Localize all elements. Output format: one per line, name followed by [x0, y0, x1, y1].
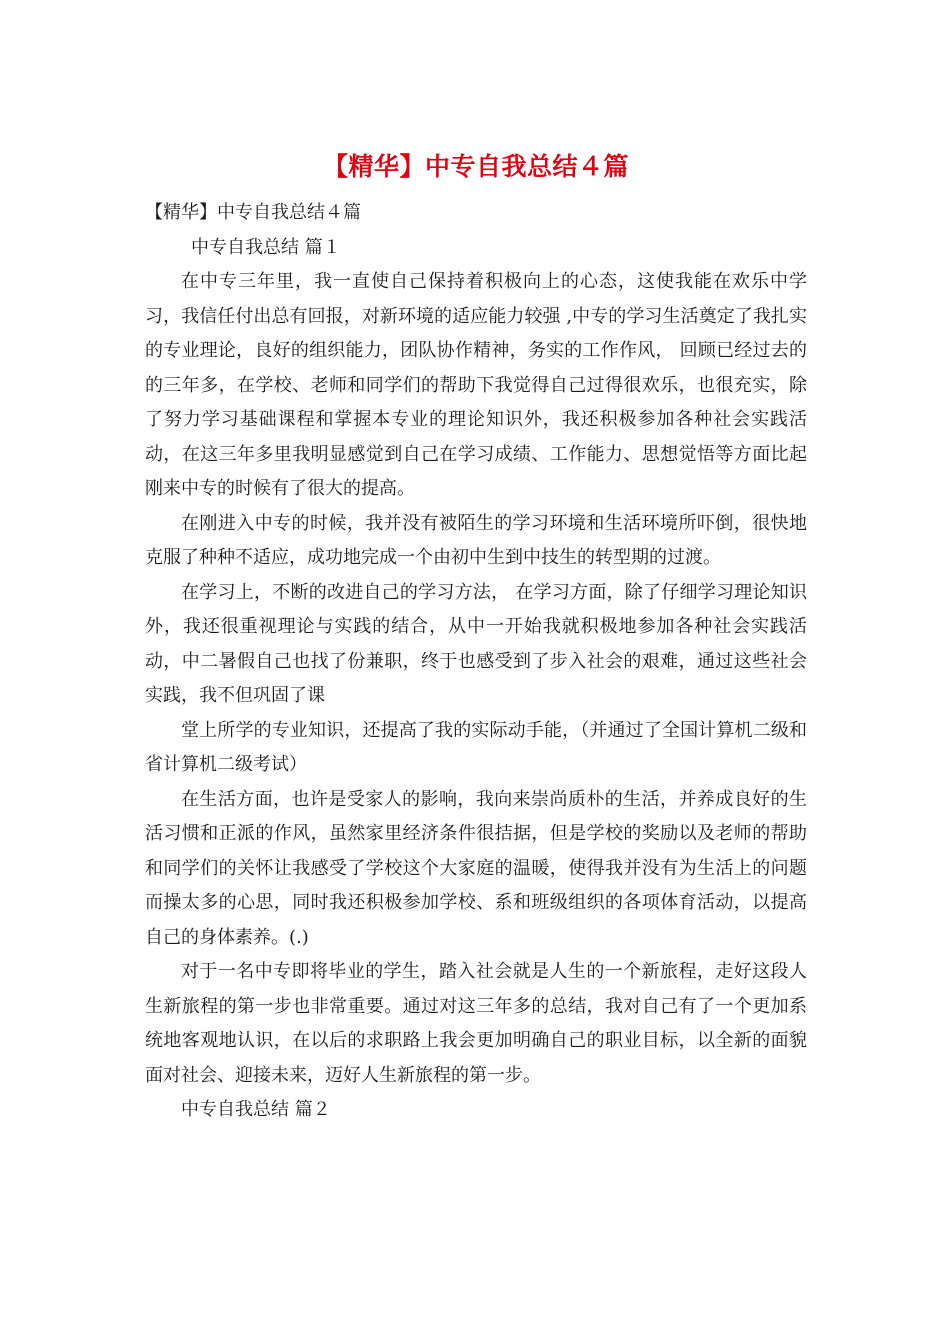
document-title: 【精华】中专自我总结４篇	[322, 152, 629, 181]
section-heading-2: 中专自我总结 篇２	[181, 1099, 331, 1120]
document-subtitle: 【精华】中专自我总结４篇	[145, 202, 361, 223]
paragraph-5: 在生活方面，也许是受家人的影响，我向来崇尚质朴的生活，并养成良好的生活习惯和正派的作风，虽然家里经济条件很拮据，但是学校的奖励以及老师的帮助和同学们的关怀让我感受了学校这个大家庭的温暖，使得我并没有为生活上的问题而操太多的心思，同时我还积极参加学校、系和班级组织的各项体育活动，以提高自己的身体素养。(.)	[145, 788, 807, 948]
paragraph-6: 对于一名中专即将毕业的学生，踏入社会就是人生的一个新旅程，走好这段人生新旅程的第一步也非常重要。通过对这三年多的总结，我对自己有了一个更加系统地客观地认识，在以后的求职路上我会更加明确自己的职业目标，以全新的面貌面对社会、迎接未来，迈好人生新旅程的第一步。	[145, 961, 807, 1086]
paragraph-3: 在学习上，不断的改进自己的学习方法， 在学习方面，除了仔细学习理论知识外，我还很重视理论与实践的结合，从中一开始我就积极地参加各种社会实践活动，中二暑假自己也找了份兼职，终于也感受到了步入社会的艰难，通过这些社会实践，我不但巩固了课	[145, 581, 807, 706]
section-heading-1: 中专自我总结 篇１	[191, 236, 341, 258]
paragraph-1: 在中专三年里，我一直使自己保持着积极向上的心态，这使我能在欢乐中学习，我信任付出总有回报，对新环境的适应能力较强 ,中专的学习生活奠定了我扎实的专业理论，良好的组织能力，团队协作精神，务实的工作作风， 回顾已经过去的的三年多，在学校、老师和同学们的帮助下我觉得自己过得很欢乐，也很充实，除了努力学习基础课程和掌握本专业的理论知识外，我还积极参加各种社会实践活动，在这三年多里我明显感觉到自己在学习成绩、工作能力、思想觉悟等方面比起刚来中专的时候有了很大的提高。	[145, 271, 807, 499]
paragraph-2: 在刚进入中专的时候，我并没有被陌生的学习环境和生活环境所吓倒，很快地克服了种种不适应，成功地完成一个由初中生到中技生的转型期的过渡。	[145, 512, 807, 568]
paragraph-4: 堂上所学的专业知识，还提高了我的实际动手能，（并通过了全国计算机二级和省计算机二级考试）	[145, 719, 807, 775]
document-page	[145, 150, 807, 1128]
